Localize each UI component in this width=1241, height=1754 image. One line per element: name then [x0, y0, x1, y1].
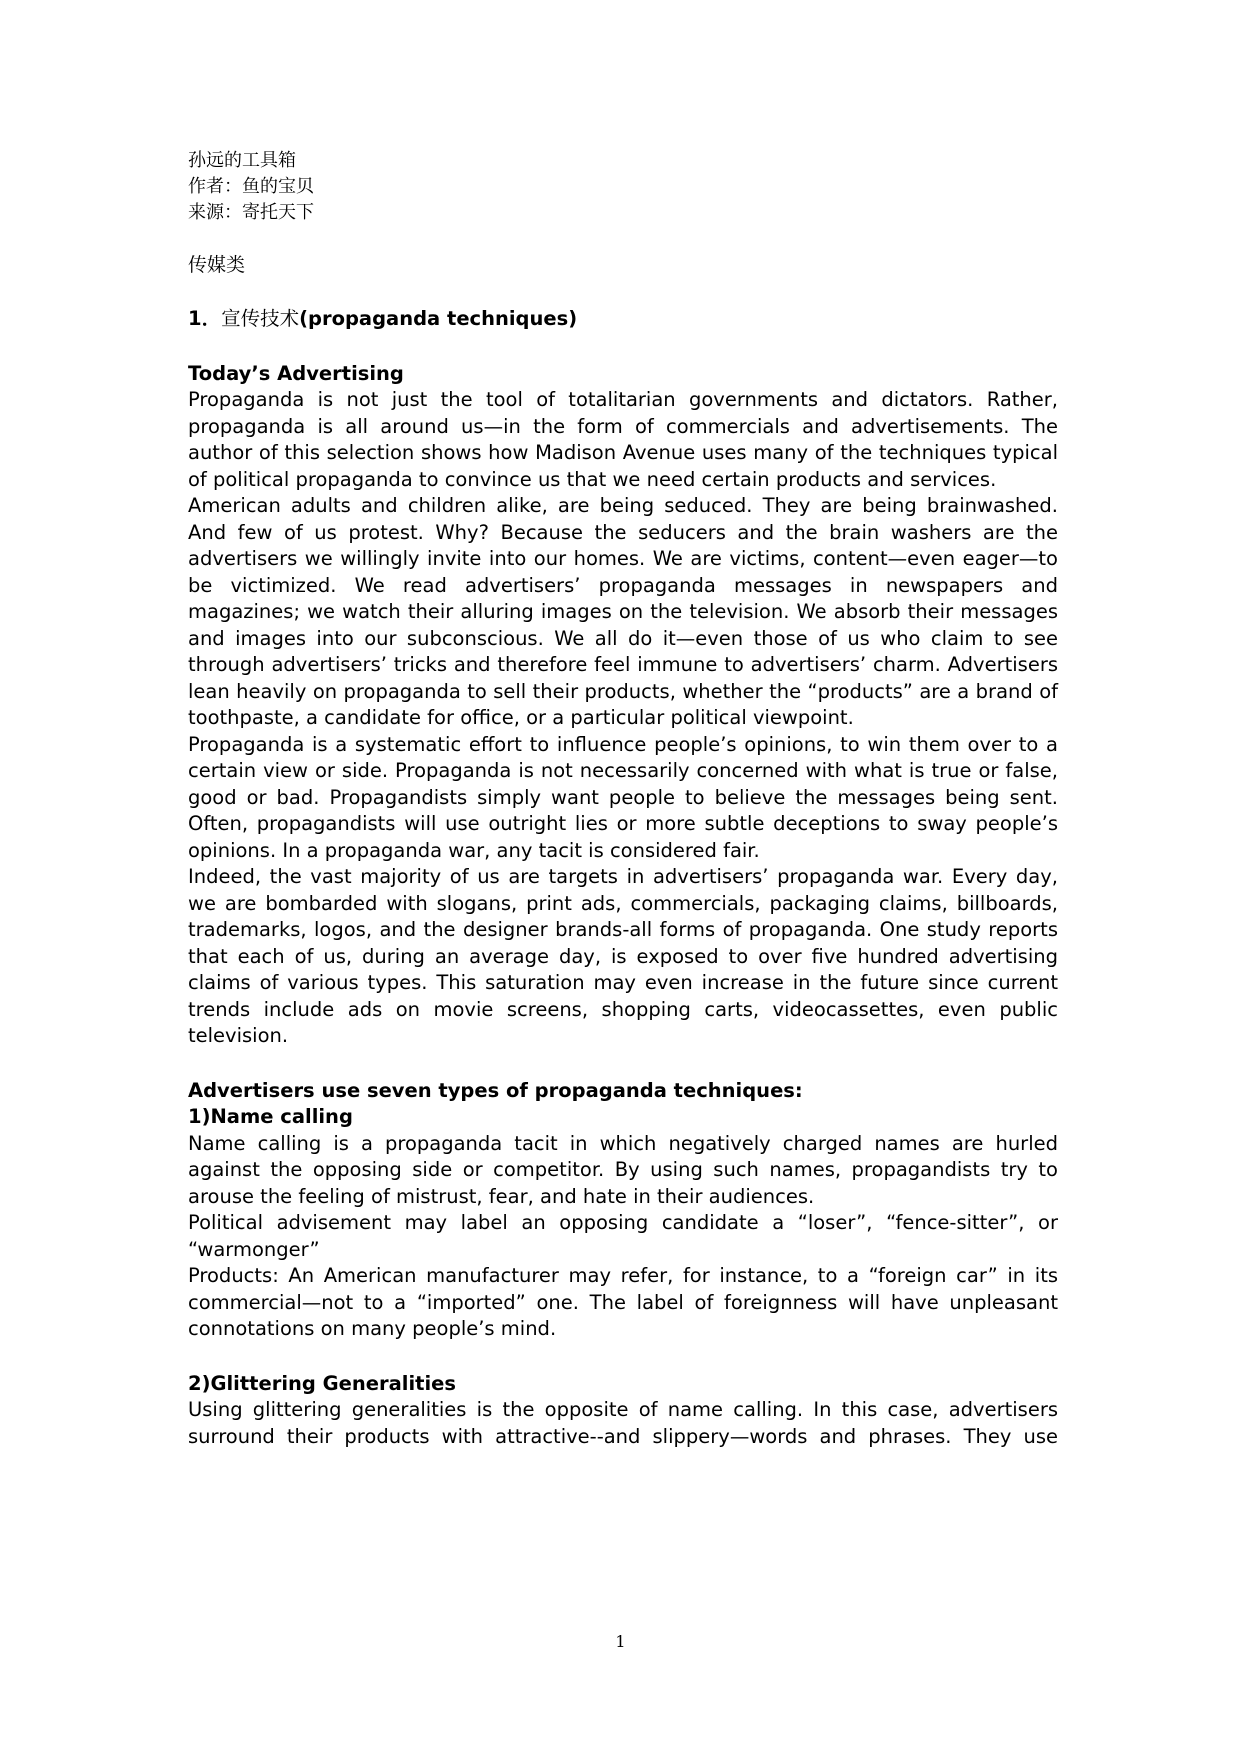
technique-1-paragraph: Name calling is a propaganda tacit in which negatively charged names are hurled against the opposing side or competitor. By using such names, propagandists try to arouse the feeling of mistrust, fear, and hate in their audiences. — [188, 1131, 1058, 1208]
page-number: 1 — [615, 1632, 626, 1651]
technique-2-paragraph: Using glittering generalities is the opposite of name calling. In this case, advertisers surround their products with attractive--and slippery—words and phrases. They use — [188, 1398, 1058, 1448]
section-title-en: (propaganda techniques) — [299, 307, 578, 330]
technique-1-products: Products: An American manufacturer may refer, for instance, to a “foreign car” in its commercial—not to a “imported” one. The label of foreignness will have unpleasant connotations on many people’s mind. — [188, 1264, 1058, 1340]
paragraph-seduced: American adults and children alike, are being seduced. They are being brainwashed. And few of us protest. Why? Because the seducers and the brain washers are the advertisers we willingly invite into our homes. We are victims, content—even eager—to be victimized. We read advertisers’ propaganda messages in newspapers and magazines; we watch their alluring images on the television. We absorb their messages and images into our subconscious. We all do it—even those of us who claim to see through advertisers’ tricks and therefore feel immune to advertisers’ charm. Advertisers lean heavily on propaganda to sell their products, whether the “products” are a brand of toothpaste, a candidate for office, or a particular political viewpoint. — [188, 494, 1058, 729]
technique-2-title: 2)Glittering Generalities — [188, 1371, 456, 1395]
header-line-3: 来源：寄托天下 — [188, 202, 314, 223]
paragraph-intro: Propaganda is not just the tool of totalitarian governments and dictators. Rather, propaganda is all around us—in the form of commercials and advertisements. The author of this selection shows how Madison Avenue uses many of the techniques typical of political propaganda to convince us that we need certain products and services. — [188, 388, 1058, 491]
section-number: 1． — [188, 307, 222, 330]
techniques-heading: Advertisers use seven types of propaganda techniques: — [188, 1078, 803, 1102]
header-line-1: 孙远的工具箱 — [188, 150, 296, 171]
section-title — [188, 306, 1058, 333]
section-title-cn: 宣传技术 — [221, 307, 300, 330]
document-page — [188, 148, 1058, 1450]
technique-1-political: Political advisement may label an opposing candidate a “loser”, “fence-sitter”, or “warmonger” — [188, 1211, 1058, 1261]
technique-1-title: 1)Name calling — [188, 1105, 353, 1128]
article-title: Today’s Advertising — [188, 361, 404, 385]
paragraph-definition: Propaganda is a systematic effort to influence people’s opinions, to win them over to a certain view or side. Propaganda is not necessarily concerned with what is true or false, good or bad. Propagandists simply want people to believe the messages being sent. Often, propagandists will use outright lies or more subtle deceptions to sway people’s opinions. In a propaganda war, any tacit is considered fair. — [188, 732, 1058, 862]
paragraph-targets: Indeed, the vast majority of us are targets in advertisers’ propaganda war. Every day, we are bombarded with slogans, print ads, commercials, packaging claims, billboards, trademarks, logos, and the designer brands-all forms of propaganda. One study reports that each of us, during an average day, is exposed to over five hundred advertising claims of various types. This saturation may even increase in the future since current trends include ads on movie screens, shopping carts, videocassettes, even public television. — [188, 865, 1058, 1047]
header-line-2: 作者：鱼的宝贝 — [188, 176, 314, 197]
category-label: 传媒类 — [188, 254, 246, 276]
